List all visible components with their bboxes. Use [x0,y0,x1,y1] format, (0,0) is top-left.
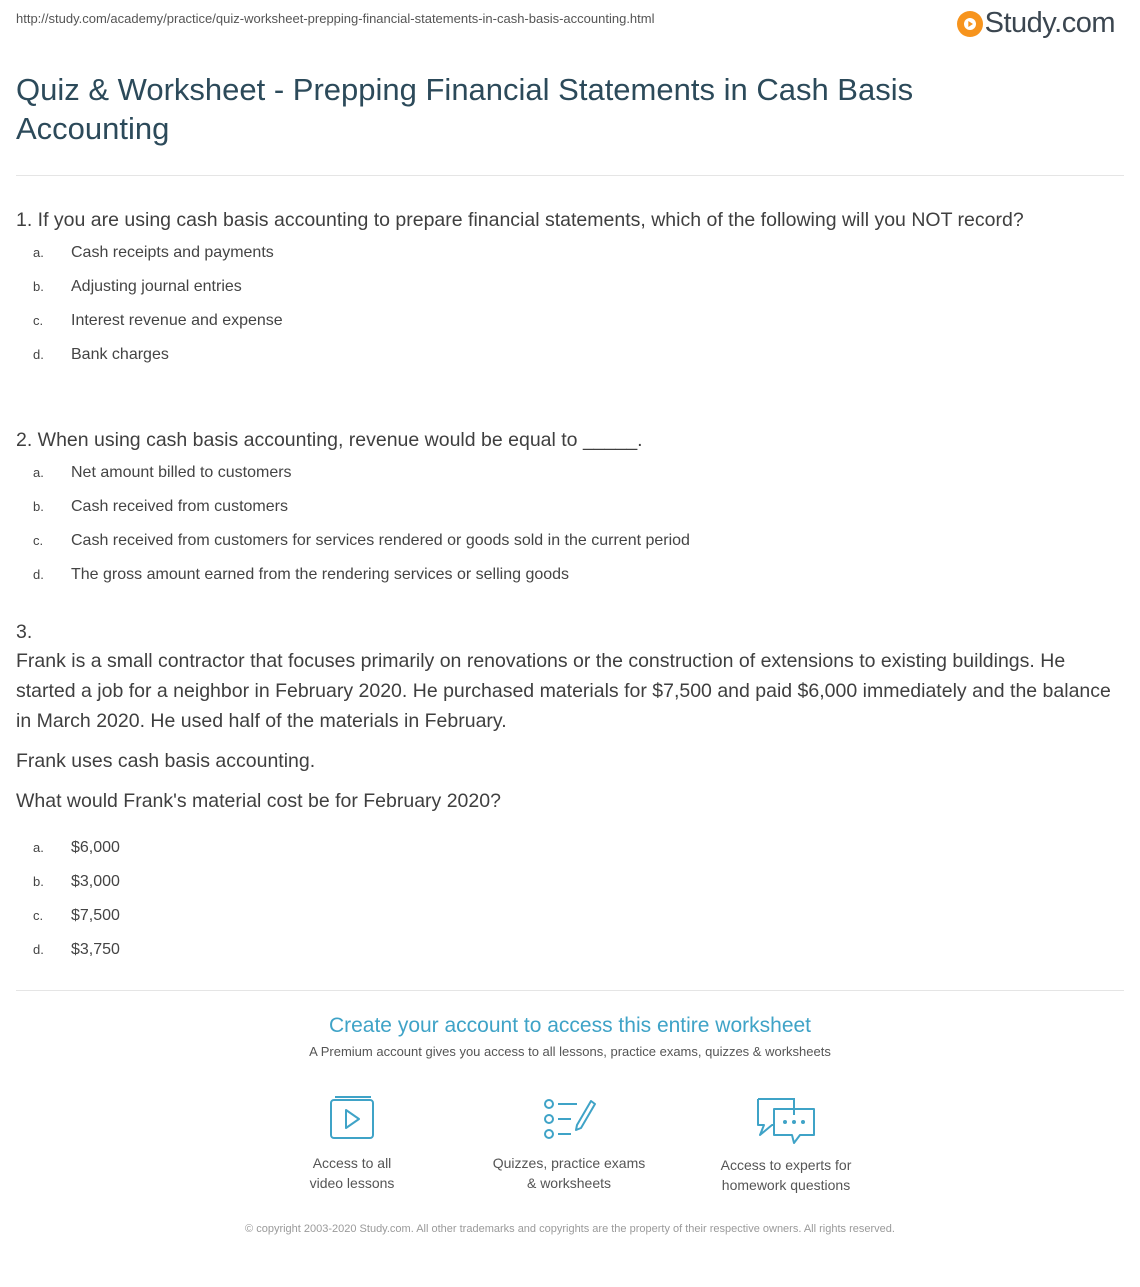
option-letter: b. [33,278,44,294]
page-title: Quiz & Worksheet - Prepping Financial Statements in Cash Basis Accounting [16,72,914,146]
option-letter: a. [33,244,44,260]
option-b[interactable] [16,864,1116,898]
option-list [16,830,1116,966]
video-lessons-icon [326,1095,378,1143]
option-letter: a. [33,464,44,480]
option-letter: d. [33,941,44,957]
option-b[interactable] [16,269,1116,303]
feature-label: Quizzes, practice exams & worksheets [492,1155,646,1191]
option-letter: b. [33,498,44,514]
option-letter: a. [33,839,44,855]
question-number: 3. [16,621,33,643]
top-bar [0,0,1140,50]
option-text: The gross amount earned from the rendering services or selling goods [71,565,570,583]
option-text: $6,000 [71,838,120,856]
question-2 [16,426,1116,591]
option-letter: d. [33,566,44,582]
option-letter: b. [33,873,44,889]
signup-cta [0,1010,1140,1062]
option-text: $3,000 [71,872,120,890]
question-text: 2. When using cash basis accounting, revenue would be equal to _____. [16,429,643,451]
quiz-checklist-icon [541,1095,597,1143]
option-d[interactable] [16,557,1116,591]
cta-subtitle: A Premium account gives you access to all lessons, practice exams, quizzes & worksheets [309,1044,831,1059]
option-letter: c. [33,312,44,328]
option-text: Bank charges [71,345,169,363]
option-a[interactable] [16,235,1116,269]
chat-bubbles-icon [754,1095,818,1145]
option-text: $3,750 [71,940,120,958]
divider [16,990,1124,991]
option-text: Interest revenue and expense [71,311,283,329]
question-scenario: Frank is a small contractor that focuses primarily on renovations or the construction of extensions to existing buildings. He started a job for a neighbor in February 2020. He purchased materials for $7,500 and paid $6,000 immediately and the balance in March 2020. He used half of the materials in February. [16,650,1111,732]
cta-title-link[interactable]: Create your account to access this entire worksheet [328,1014,812,1037]
study-logo[interactable] [957,7,1115,40]
option-text: Cash received from customers for services rendered or goods sold in the current period [71,531,690,549]
play-circle-icon [957,11,983,37]
feature-video-lessons [252,1095,452,1193]
option-c[interactable] [16,303,1116,337]
option-d[interactable] [16,932,1116,966]
option-list [16,455,1116,591]
question-text: 1. If you are using cash basis accounting to prepare financial statements, which of the following will you NOT record? [16,209,1024,231]
option-text: $7,500 [71,906,120,924]
question-text: What would Frank's material cost be for February 2020? [16,790,501,812]
option-a[interactable] [16,455,1116,489]
page-url: http://study.com/academy/practice/quiz-worksheet-prepping-financial-statements-in-cash-basis-accounting.html [16,11,655,26]
feature-experts [686,1095,886,1195]
option-b[interactable] [16,489,1116,523]
option-c[interactable] [16,523,1116,557]
option-letter: c. [33,532,44,548]
option-text: Adjusting journal entries [71,277,242,295]
option-a[interactable] [16,830,1116,864]
feature-label: Access to all video lessons [309,1155,395,1191]
feature-quizzes [469,1095,669,1193]
feature-label: Access to experts for homework questions [720,1157,852,1193]
logo-text: Study.com [984,7,1115,39]
option-text: Cash receipts and payments [71,243,274,261]
option-list [16,235,1116,371]
question-note: Frank uses cash basis accounting. [16,750,316,772]
option-d[interactable] [16,337,1116,371]
option-letter: c. [33,907,44,923]
footer-copyright [0,1221,1140,1238]
copyright-text: © copyright 2003-2020 Study.com. All other trademarks and copyrights are the property of their respective owners. All rights reserved. [245,1223,895,1235]
question-3 [16,618,1116,966]
option-c[interactable] [16,898,1116,932]
divider [16,175,1124,176]
question-1 [16,206,1116,371]
option-text: Cash received from customers [71,497,288,515]
option-text: Net amount billed to customers [71,463,292,481]
option-letter: d. [33,346,44,362]
